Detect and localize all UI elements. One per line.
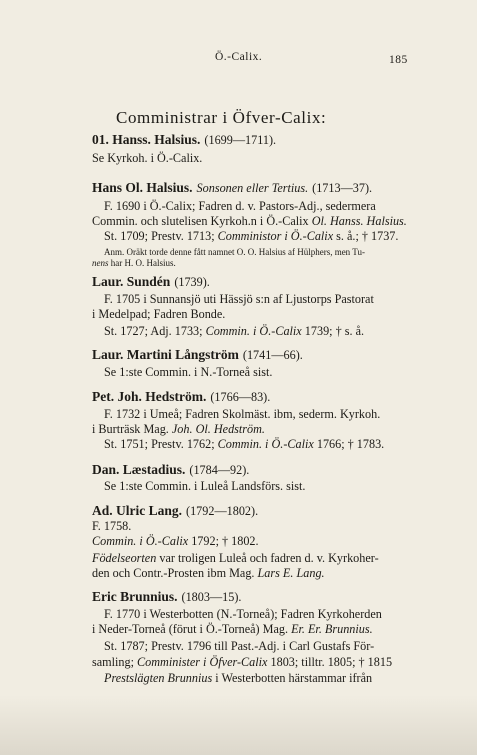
entry-line: i Neder-Torneå (förut i Ö.-Torneå) Mag. Er. Er. Brunnius. [92,622,373,636]
entry-dates: (1713—37). [312,181,373,195]
entry-dates: (1699—1711). [204,133,277,147]
entry-line: Födelseorten var troligen Luleå och fadren d. v. Kyrkoher- [92,551,379,565]
entry-note: Anm. Oräkt torde denne fått namnet O. O. Halsius af Hülphers, men Tu- [104,247,365,257]
entry-line: F. 1690 i Ö.-Calix; Fadren d. v. Pastors-Adj., sedermera [104,199,376,213]
entry-dates: (1766—83). [210,390,271,404]
entry-heading [92,346,303,364]
entry-line: St. 1787; Prestv. 1796 till Past.-Adj. i Carl Gustafs För- [104,639,375,653]
entry-line: den och Contr.-Prosten ibm Mag. Lars E. Lang. [92,566,325,580]
entry-line: i Burträsk Mag. Joh. Ol. Hedström. [92,422,265,436]
entry-heading [92,388,270,406]
entry-dates: (1792—1802). [186,504,259,518]
entry-line: Se 1:ste Commin. i Luleå Landsförs. sist. [104,479,306,493]
entry-line: Se Kyrkoh. i Ö.-Calix. [92,151,203,165]
entry-line: samling; Comminister i Öfver-Calix 1803; tilltr. 1805; † 1815 [92,655,393,669]
entry-dates: (1803—15). [181,590,242,604]
page-number: 185 [389,54,408,66]
entry-name: Pet. Joh. Hedström. [92,389,207,404]
entry-heading [92,502,258,520]
entry-dates: (1784—92). [189,463,250,477]
entry-line: F. 1705 i Sunnansjö uti Hässjö s:n af Ljustorps Pastorat [104,292,374,306]
entry-heading [92,131,276,149]
entry-heading [92,461,249,479]
entry-heading [92,273,210,291]
entry-line: i Medelpad; Fadren Bonde. [92,307,226,321]
entry-line: St. 1751; Prestv. 1762; Commin. i Ö.-Calix 1766; † 1783. [104,437,385,451]
entry-dates: (1739). [174,275,210,289]
entry-name: Dan. Læstadius. [92,462,186,477]
entry-line: Prestslägten Brunnius i Westerbotten härstammar ifrån [104,671,373,685]
entry-name-note: Sonsonen eller Tertius. [196,181,309,195]
entry-name: Ad. Ulric Lang. [92,503,183,518]
entry-dates: (1741—66). [242,348,303,362]
entry-name: Laur. Sundén [92,274,171,289]
entry-name: Hans Ol. Halsius. [92,180,193,195]
entry-line: Se 1:ste Commin. i N.-Torneå sist. [104,365,273,379]
entry-line: Commin. och slutelisen Kyrkoh.n i Ö.-Calix Ol. Hanss. Halsius. [92,214,407,228]
entry-name: Laur. Martini Långström [92,347,239,362]
entry-name: Eric Brunnius. [92,589,178,604]
entry-line: Commin. i Ö.-Calix 1792; † 1802. [92,534,259,548]
entry-line: St. 1727; Adj. 1733; Commin. i Ö.-Calix 1739; † s. å. [104,324,365,338]
entry-heading [92,179,372,197]
entry-note: nens har H. O. Halsius. [92,258,176,268]
entry-line: F. 1770 i Westerbotten (N.-Torneå); Fadren Kyrkoherden [104,607,382,621]
entry-line: St. 1709; Prestv. 1713; Comministor i Ö.-Calix s. å.; † 1737. [104,229,399,243]
entry-name: 01. Hanss. Halsius. [92,132,201,147]
entry-line: F. 1732 i Umeå; Fadren Skolmäst. ibm, sederm. Kyrkoh. [104,407,381,421]
running-title: Ö.-Calix. [215,51,263,63]
entry-line: F. 1758. [92,519,132,533]
entry-heading [92,588,241,606]
section-title: Comministrar i Öfver-Calix: [116,108,327,127]
